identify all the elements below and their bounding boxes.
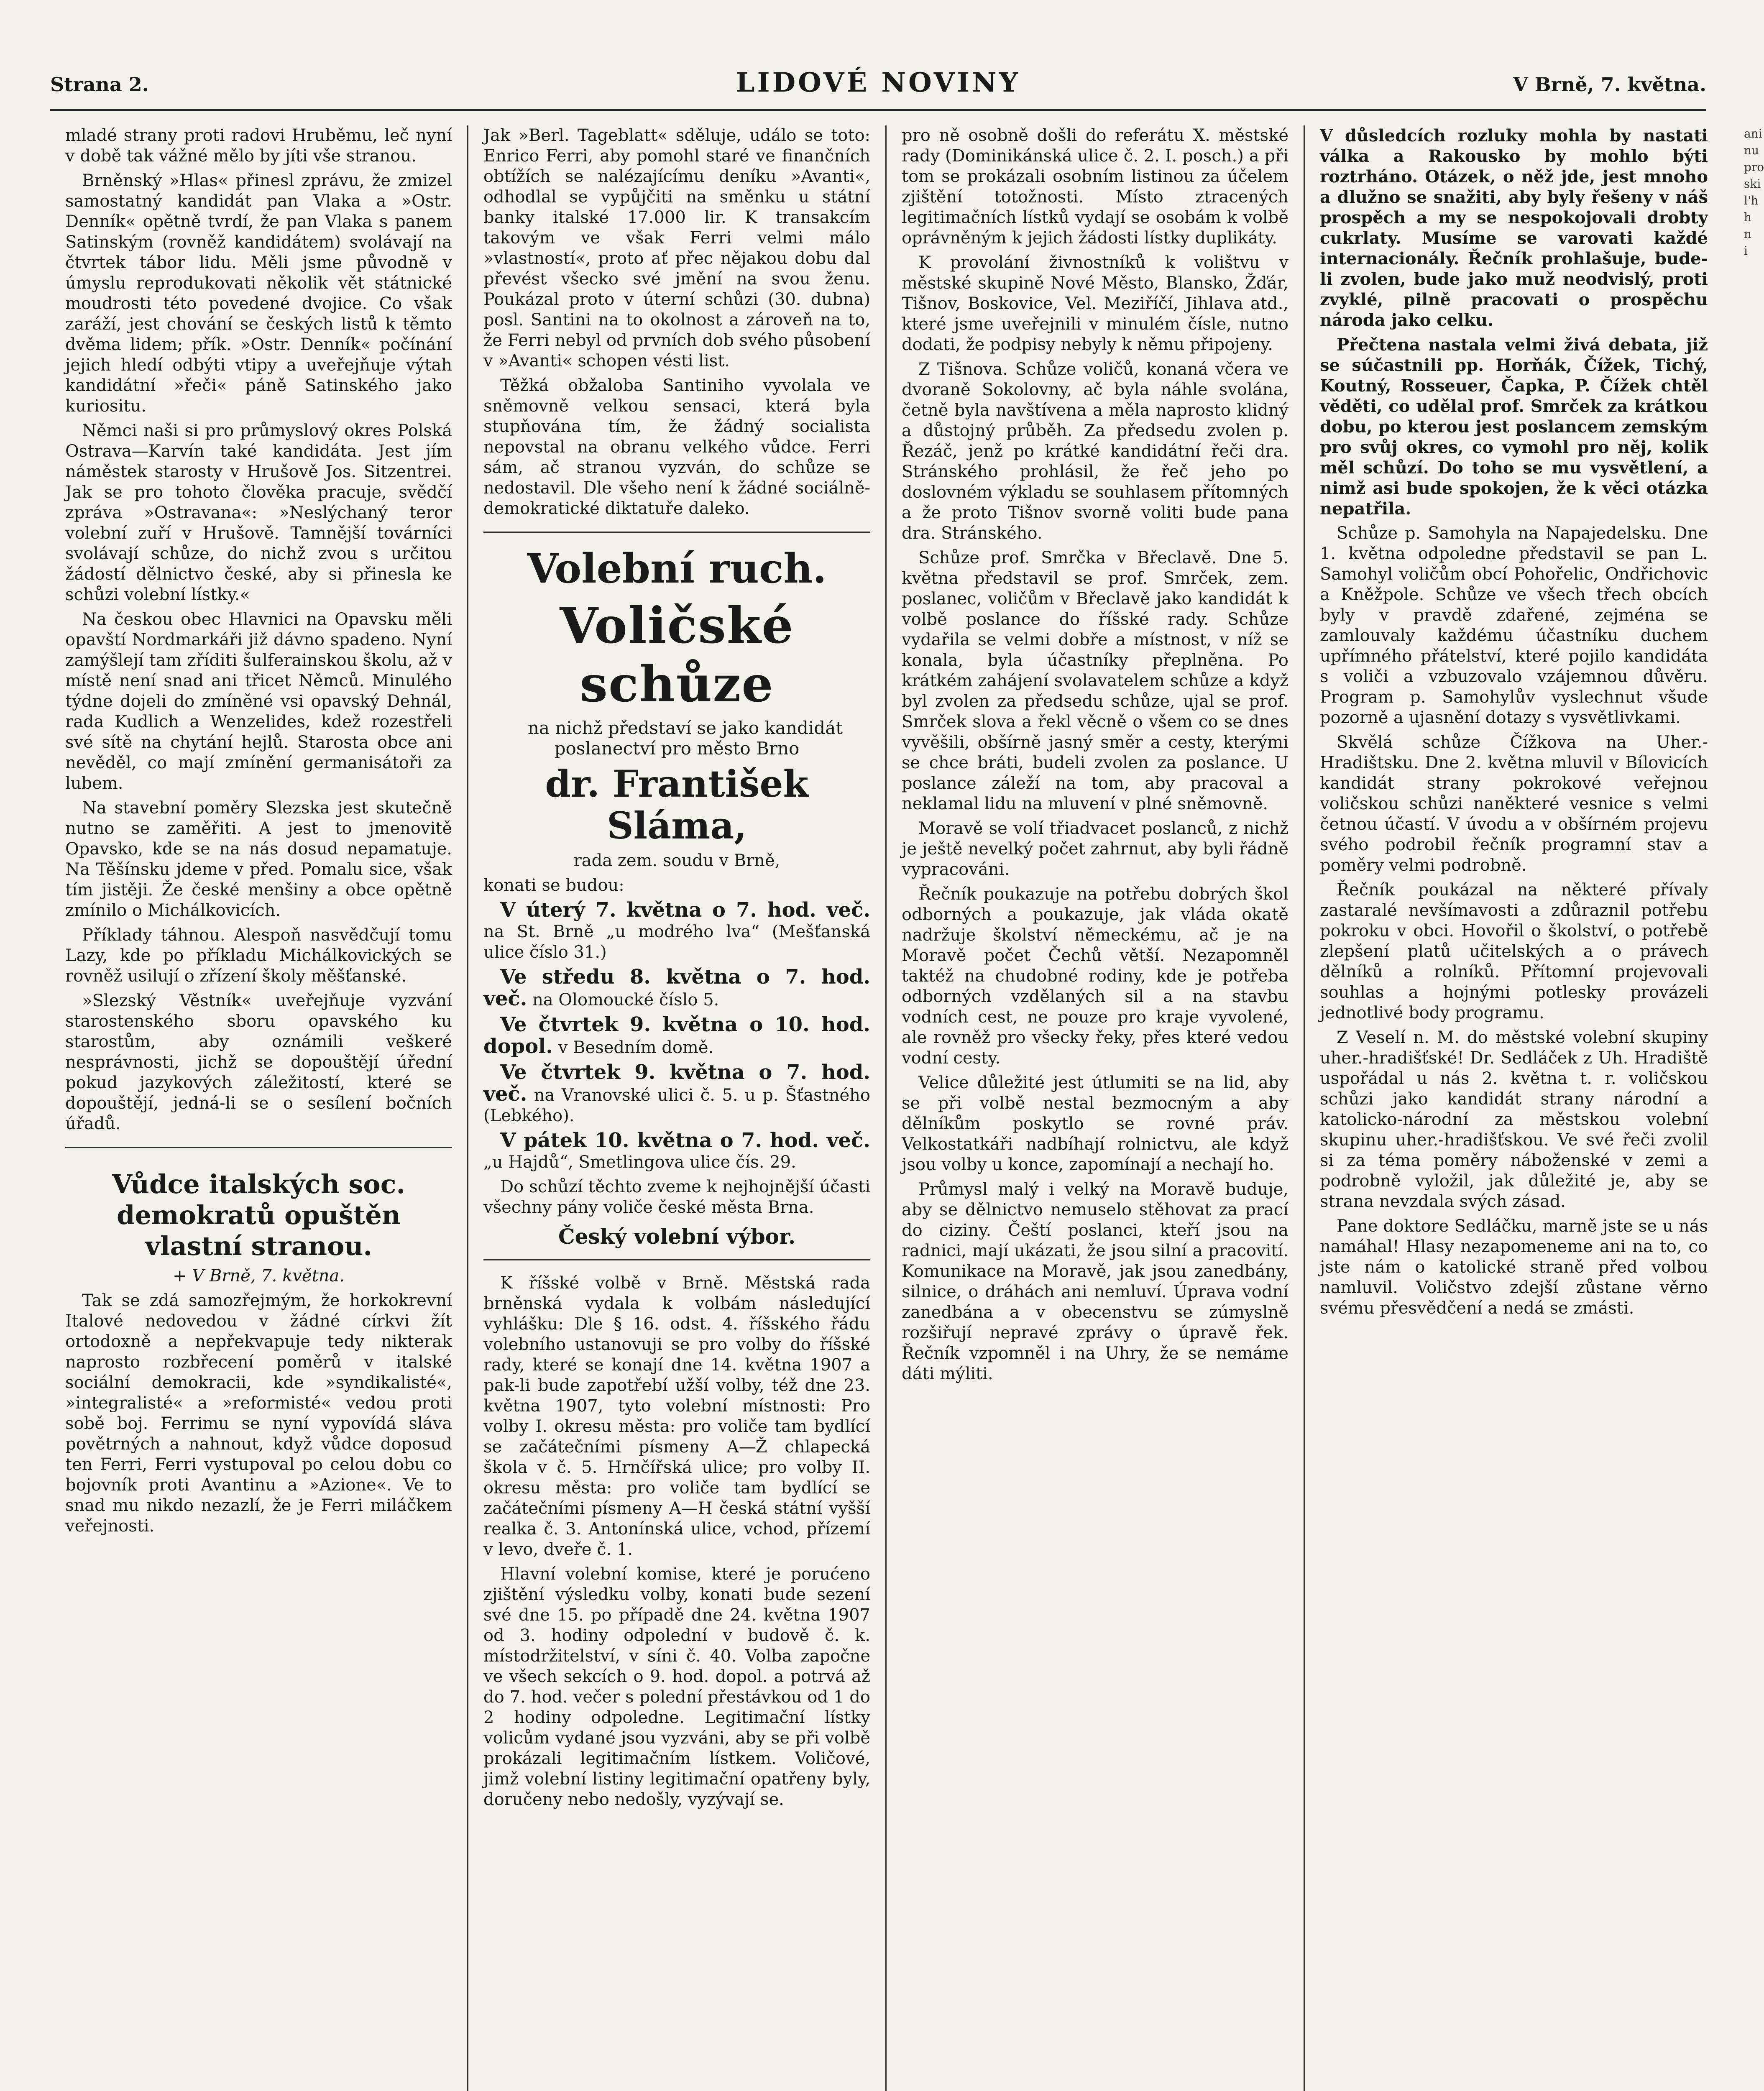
divider: [483, 1259, 870, 1260]
adjacent-page-edge: ani nu pro ski l'h h n i: [1744, 127, 1764, 258]
meeting-place: na Vranovské ulici č. 5. u p. Šťastného (Lebkého).: [483, 1086, 870, 1125]
issue-date: V Brně, 7. května.: [1513, 73, 1706, 96]
meeting-place: na St. Brně „u modrého lva“ (Mešťanská ulice číslo 31.): [483, 922, 870, 962]
paragraph: Řečník poukázal na některé přívaly zastaralé nevšímavosti a zdůraznil potřebu pokroku v obci. Hovořil o školství, o potřebě zlepšení platů učitelských a o právech dělníků a rolníků. Přítomní projevovali souhlas a hojnými potlesky provázeli jednotlivé body programu.: [1320, 880, 1708, 1022]
column-2: [468, 125, 887, 2091]
page-columns: [50, 125, 1706, 2091]
paragraph: Příklady táhnou. Alespoň nasvědčují tomu Lazy, kde po příkladu Michálkovických se rovněž usilují o zřízení školy měšťanské.: [65, 925, 452, 986]
paragraph: Velice důležité jest útlumiti se na lid, aby se při volbě nestal bezmocným a aby dělníkům poskytlo se rovné práv. Velkostatkáři nadbíhají rolnictvu, ale když jsou volby u konce, zapomínají a nechají ho.: [902, 1073, 1288, 1174]
column-3: [887, 125, 1305, 2091]
paragraph: Tak se zdá samozřejmým, že horkokrevní Italové nedovedou v žádné církvi žít ortodoxně a nepřekvapuje tedy nikterak naprosto rozbřecení poměrů v italské sociální demokracii, kde »syndikalisté«, »integralisté« a »reformisté« vedou proti sobě boj. Ferrimu se nyní vypovídá sláva povětrných a nahnout, když vůdce doposud ten Ferri, Ferri vystupoval po celou dobu co bojovník proti Avantinu a »Azione«. Ve to snad mu nikdo nezazlí, že je Ferri miláčkem veřejnosti.: [65, 1291, 452, 1536]
column-4: [1305, 125, 1723, 2091]
meeting-time: Ve středu 8. května o 7. hod. več.: [483, 965, 870, 1010]
meeting-item: [483, 1130, 870, 1173]
committee-signature: Český volební výbor.: [558, 1224, 796, 1249]
candidate-intro: na nichž představí se jako kandidát poslanectví pro město Brno: [527, 718, 843, 759]
paragraph: Schůze prof. Smrčka v Břeclavě. Dne 5. května představil se prof. Smrček, zem. poslanec, voličům v Břeclavě jako kandidát k volbě poslance do říšské rady. Schůze vydařila se velmi dobře a místnost, v níž se konala, byla účastníky přeplněna. Po krátkém zahájení svolavatelem schůze a když byl zvolen za předsedu schůze, ujal se prof. Smrček slova a řekl věcně o všem co se dnes vyvěšili, obšírně jasný směr a cesty, kterými se chce bráti, budeli zvolen za poslance. U poslance záleží na tom, aby pracoval a neklamal lidu na mluvení v plné sněmovně.: [902, 548, 1288, 813]
meeting-place: na Olomoucké číslo 5.: [532, 990, 719, 1010]
paragraph: Na českou obec Hlavnici na Opavsku měli opavští Nordmarkáři již dávno spadeno. Nyní zamýšlejí tam zříditi šulferainskou školu, až v místě není snad ani třicet Němců. Minulého týdne dojeli do zmíněné vsi opavský Dehnál, rada Kudlich a Wenzelides, kdež rozestřeli své sítě na chytání hejlů. Starosta obce ani nevěděl, co mají zmínění germanisátoři za lubem.: [65, 610, 452, 793]
section-title: Volební ruch.: [527, 545, 827, 592]
candidate-role: rada zem. soudu v Brně,: [573, 851, 780, 870]
paragraph: Přečtena nastala velmi živá debata, již se súčastnili pp. Horňák, Čížek, Tichý, Koutný, Rosseuer, Čapka, P. Čížek chtěl věděti, co udělal prof. Smrček za krátkou dobu, po kterou jest poslancem zemským pro svůj okres, co vymohl pro něj, kolik měl schůzí. Do toho se mu vysvětlení, a nimž asi bude spokojen, že k věci otázka nepatřila.: [1320, 335, 1708, 519]
page-number: Strana 2.: [50, 73, 149, 96]
column-1: [50, 125, 468, 2091]
paragraph: Průmysl malý i velký na Moravě buduje, aby se dělnictvo nemuselo stěhovat za prací do ciziny. Čeští poslanci, kteří jsou na radnici, mají ukázati, že jsou silní a pracovití. Komunikace na Moravě, jak jsou zanedbány, silnice, o dráhách ani nemluví. Úprava vodní zanedbána a v obecenstvu se zúmyslně rozšiřují nepravé zprávy o úpravě řek. Řečník vzpomněl i na Uhry, že se nemáme dáti mýliti.: [902, 1180, 1288, 1383]
article-dateline: + V Brně, 7. května.: [173, 1266, 345, 1286]
paragraph: K provolání živnostníků k volištvu v městské skupině Nové Město, Blansko, Žďár, Tišnov, Boskovice, Vel. Meziříčí, Jihlava atd., které jsme uveřejnili v minulém čísle, nutno dodati, že podpisy nebyly k němu připojeny.: [902, 253, 1288, 354]
paragraph: Pane doktore Sedláčku, marně jste se u nás namáhal! Hlasy nezapomeneme ani na to, co jste nám o katolické straně před volbou namluvil. Voličstvo zdejší zůstane věrno svému přesvědčení a nedá se zmásti.: [1320, 1217, 1708, 1318]
paragraph: Na stavební poměry Slezska jest skutečně nutno se zaměřiti. A jest to jmenovitě Opavsko, kde se na nás dosud nepamatuje. Na Těšínsku jdeme v před. Pomalu sice, však tím jistěji. Že české menšiny a obce opětně zmínilo o Michálkovicích.: [65, 798, 452, 920]
paragraph: Schůze p. Samohyla na Napajedelsku. Dne 1. května odpoledne představil se pan L. Samohyl voličům obcí Pohořelic, Ondřichovic a Kněžpole. Schůze ve všech třech obcích byly v pravdě zdařené, zejména se zamlouvaly každému účastníku duchem upřímného přátelství, které pojilo kandidáta s voliči a vzbuzovalo vzájemnou důvěru. Program p. Samohylův vyslechnut všude pozorně a ujasnění dotazy s vysvětlivkami.: [1320, 524, 1708, 727]
paragraph: K říšské volbě v Brně. Městská rada brněnská vydala k volbám následující vyhlášku: Dle § 16. odst. 4. říšského řádu volebního ustanovuji se pro volby do říšské rady, které se konají dne 14. května 1907 a pak-li bude zapotřebí užší volby, též dne 23. května 1907, tyto volební místnosti: Pro volby I. okresu města: pro voliče tam bydlící se začátečními písmeny A—Ž chlapecká škola v č. 5. Hrnčířská ulice; pro volby II. okresu města: pro voliče tam bydlící se začátečními písmeny A—H česká státní vyšší realka č. 3. Antonínská ulice, vchod, přízemí v levo, dveře č. 1.: [483, 1273, 870, 1559]
candidate-name: dr. František Sláma,: [545, 762, 809, 847]
paragraph: Z Tišnova. Schůze voličů, konaná včera ve dvoraně Sokolovny, ač byla náhle svolána, četně byla navštívena a měla naprosto klidný a důstojný průběh. Za předsedu zvolen p. Řezáč, jenž po krátké kandidátní řeči dra. Stránského prohlásil, že řeč jeho po doslovném výkladu se souhlasem přítomných a že proto Tišnov svorně voliti bude pana dra. Stránského.: [902, 360, 1288, 543]
meeting-time: Ve čtvrtek 9. května o 10. hod. dopol.: [483, 1013, 870, 1058]
meeting-item: [483, 1062, 870, 1126]
invitation-text: Do schůzí těchto zveme k nejhojnější účasti všechny pány voliče české města Brna.: [483, 1177, 870, 1217]
meeting-time: V úterý 7. května o 7. hod. več.: [500, 898, 870, 922]
paragraph: Brněnský »Hlas« přinesl zprávu, že zmizel samostatný kandidát pan Vlaka a »Ostr. Denník« opětně tvrdí, že pan Vlaka s panem Satinským (rovněž kandidátem) svolávají na čtvrtek tábor lidu. Měli jsme původně v úmyslu reprodukovati několik vět státnické moudrosti této povedené dvojice. Co však zaráží, jest chování se českých listů k těmto dvěma lidem; přík. »Ostr. Denník« počínání jejich hledí odbýti vtipy a uveřejňuje výtah kandidátní »řeči« páně Satinského jako kuriositu.: [65, 171, 452, 416]
paragraph: Řečník poukazuje na potřebu dobrých škol odborných a poukazuje, jak vláda okatě nadržuje školství německému, ač je na Moravě počet Čechů větší. Nezapomněl taktéž na chudobné rodiny, kde je potřeba odborných vzdělaných sil a na stavbu vodních cest, ne pouze pro kraje vyvolené, ale rovněž pro všecky řeky, přes které vedou vodní cesty.: [902, 884, 1288, 1068]
meeting-item: [483, 967, 870, 1010]
meeting-time: V pátek 10. května o 7. hod. več.: [500, 1129, 870, 1152]
meeting-item: [483, 1015, 870, 1058]
paragraph: V důsledcích rozluky mohla by nastati válka a Rakousko by mohlo býti roztrháno. Otázek, o něž jde, jest mnoho a dlužno se snažiti, aby byly řešeny v náš prospěch a my se nespokojovali drobty cukrlaty. Musíme se varovati každé internacionály. Řečník prohlašuje, bude-li zvolen, bude jako muž neodvislý, proti zvyklé, pilně pracovati o prospěchu národa jako celku.: [1320, 126, 1708, 330]
paragraph: Těžká obžaloba Santiniho vyvolala ve sněmovně velkou sensaci, která byla stupňována tím, že žádný socialista nepovstal na obranu velkého vůdce. Ferri sám, ač stranou vyzván, do schůze se nedostavil. Dle všeho není k žádné sociálně-demokratické diktatuře daleko.: [483, 376, 870, 518]
ad-title: Voličské schůze: [560, 596, 794, 713]
newspaper-title: LIDOVÉ NOVINY: [736, 67, 1021, 98]
divider: [65, 1147, 452, 1148]
paragraph: Z Veselí n. M. do městské volební skupiny uher.-hradišťské! Dr. Sedláček z Uh. Hradiště uspořádal u nás 2. května t. r. voličskou schůzi jako kandidát strany národní a katolicko-národní za městskou volební skupinu uher.-hradišťskou. Ve své řeči zvolil si za téma poměry náboženské v zemi a podrobně vyložil, jak důležité je, aby se strana nevzdala svých zásad.: [1320, 1028, 1708, 1211]
paragraph: pro ně osobně došli do referátu X. městské rady (Dominikánská ulice č. 2. I. posch.) a při tom se prokázali osobním listinou za účelem zjištění totožnosti. Místo ztracených legitimačních lístků vydají se osobám k volbě oprávněným k jejich žádosti lístky duplikáty.: [902, 126, 1288, 248]
divider: [483, 532, 870, 533]
meeting-place: „u Hajdů“, Smetlingova ulice čís. 29.: [483, 1153, 796, 1172]
meetings-intro: konati se budou:: [483, 876, 624, 895]
article-title: Vůdce italských soc. demokratů opuštěn vlastní stranou.: [112, 1169, 406, 1261]
paragraph: Hlavní volební komise, které je porućeno zjištění výsledku volby, konati bude sezení své dne 15. po případě dne 24. května 1907 od 3. hodiny odpolední v budově č. k. místodržitelství, v síni č. 40. Volba započne ve všech sekcích o 9. hod. dopol. a potrvá až do 7. hod. večer s polední přestávkou od 1 do 2 hodiny odpoledne. Legitimační lístky volicům vydané jsou vyzváni, aby se při volbě prokázali legitimačním lístkem. Voličové, jimž volební listiny legitimační opatřeny byly, doručeny nebo nedošly, vyzývají se.: [483, 1564, 870, 1809]
masthead: [50, 63, 1706, 111]
meeting-item: [483, 900, 870, 963]
paragraph: mladé strany proti radovi Hruběmu, leč nyní v době tak vážné mělo by jíti vše stranou.: [65, 126, 452, 166]
paragraph: »Slezský Věstník« uveřejňuje vyzvání starostenského sboru opavského ku starostům, aby oznámili veškeré nesprávnosti, jichž se dopouštějí úřední pokud jazykových záležitostí, které se dopouštějí, jedná-li se o sesílení bočních úřadů.: [65, 991, 452, 1133]
meeting-time: Ve čtvrtek 9. května o 7. hod. več.: [483, 1061, 870, 1106]
meeting-place: v Besedním domě.: [558, 1038, 714, 1057]
paragraph: Moravě se volí třiadvacet poslanců, z nichž je ještě nevelký počet zahrnut, aby byli řádně vypracováni.: [902, 819, 1288, 879]
paragraph: Němci naši si pro průmyslový okres Polská Ostrava—Karvín také kandidáta. Jest jím náměstek starosty v Hrušově Jos. Sitzentrei. Jak se pro tohoto člověka pracuje, svědčí zpráva »Ostravana«: »Neslýchaný teror volební zuří v Hrušově. Tamnější továrníci svolávají schůze, do nichž zvou s určitou žádostí dělnictvo české, aby si přinesla ke schůzi volební lístky.«: [65, 421, 452, 604]
paragraph: Skvělá schůze Čížkova na Uher.-Hradištsku. Dne 2. května mluvil v Bílovicích kandidát strany pokrokové veřejnou voličskou schůzi naněkteré vesnice s velmi četnou účastí. V úvodu a v obšírném projevu svého podrobil řečník programní stav a poměry velmi podrobně.: [1320, 733, 1708, 875]
paragraph: Jak »Berl. Tageblatt« sděluje, událo se toto: Enrico Ferri, aby pomohl staré ve finančních obtížích se nalézajícímu deníku »Avanti«, odhodlal se vypůjčiti na směnku u státní banky italské 17.000 lir. K transakcím takovým ve však Ferri velmi málo »vlastností«, proto ať přec nějakou dobu dal převést všecko své jmění na svou ženu. Poukázal proto v úterní schůzi (30. dubna) posl. Santini na to okolnost a zároveň na to, že Ferri nebyl od prvních dob svého působení v »Avanti« schopen vésti list.: [483, 126, 870, 371]
